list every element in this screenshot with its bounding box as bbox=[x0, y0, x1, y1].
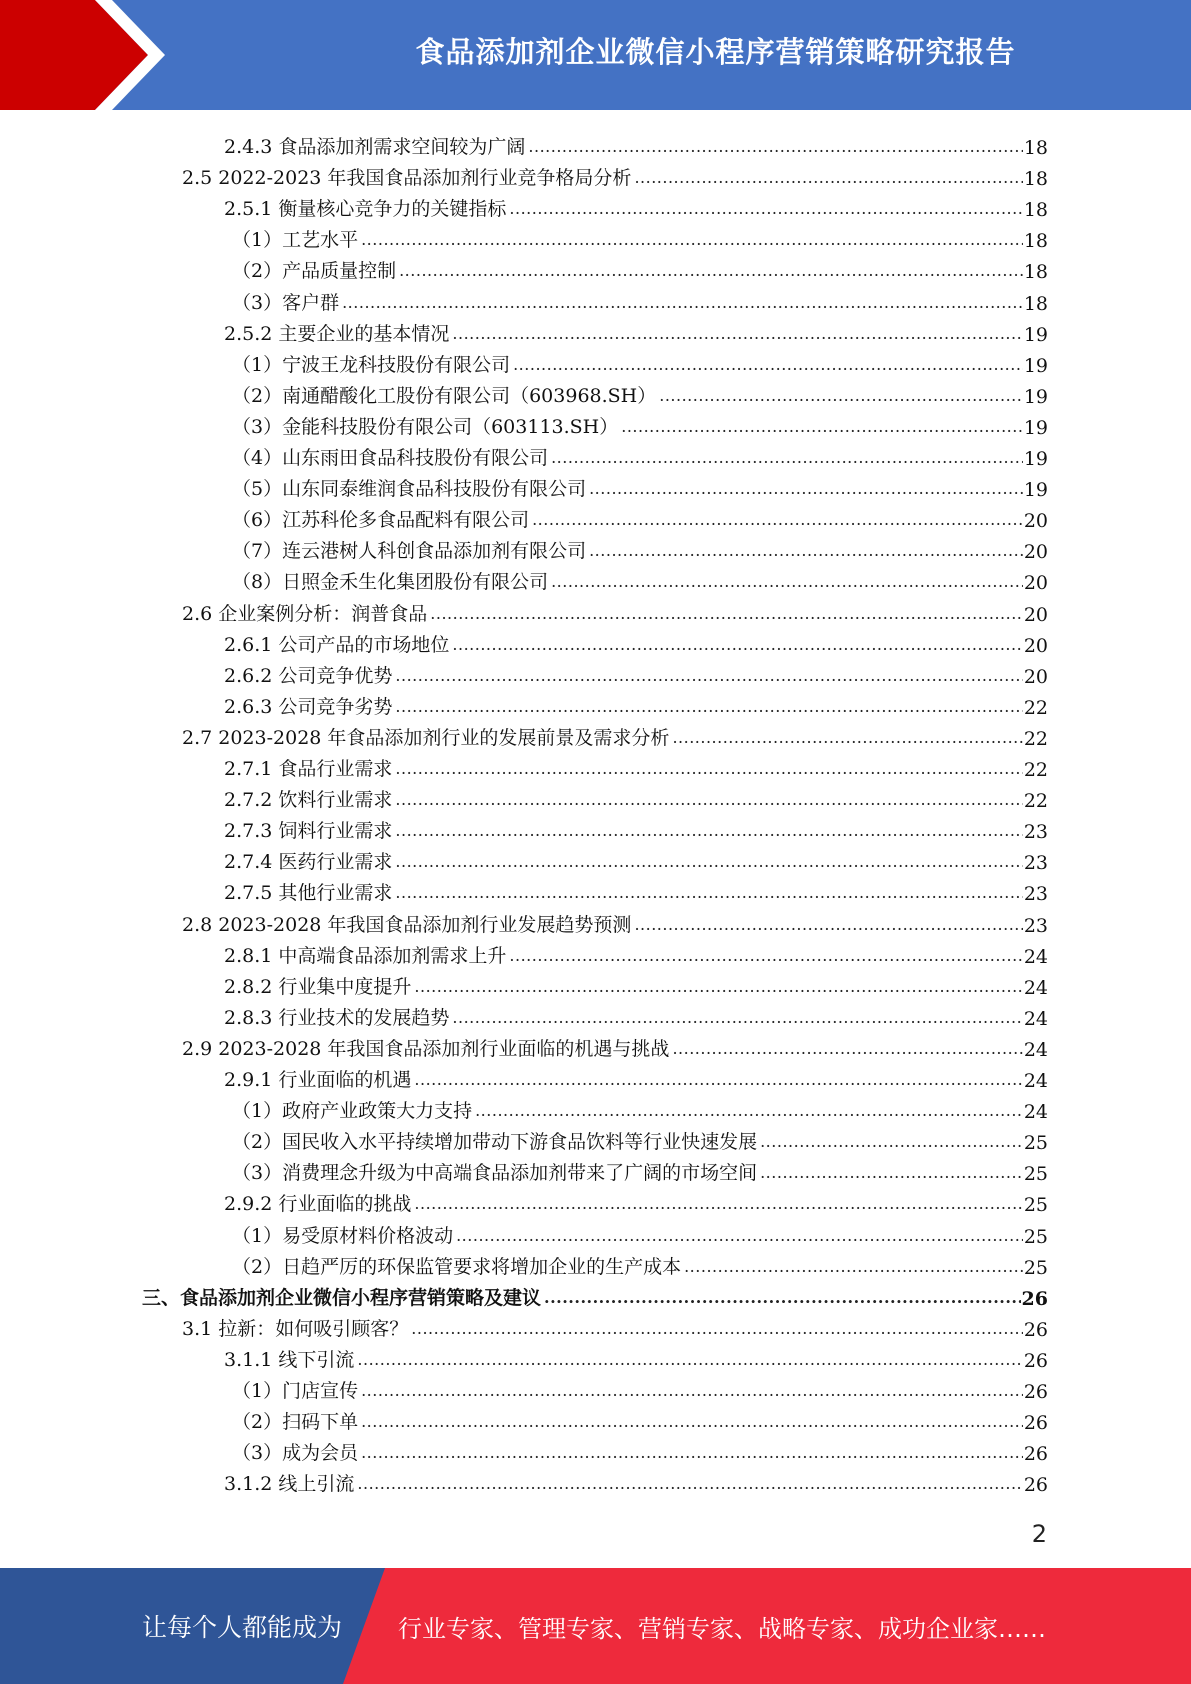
toc-entry-label: （7）连云港树人科创食品添加剂有限公司 bbox=[232, 540, 587, 563]
toc-entry-label: （5）山东同泰维润食品科技股份有限公司 bbox=[232, 478, 587, 501]
toc-entry[interactable] bbox=[224, 999, 1048, 1030]
toc-entry[interactable] bbox=[224, 812, 1048, 843]
toc-entry-page: 26 bbox=[1023, 1318, 1048, 1341]
toc-dot-leader bbox=[430, 595, 1023, 626]
toc-entry-page: 19 bbox=[1023, 354, 1048, 377]
toc-entry[interactable] bbox=[232, 1123, 1048, 1154]
toc-dot-leader bbox=[452, 626, 1022, 657]
toc-dot-leader bbox=[361, 1434, 1023, 1465]
toc-entry-label: 2.5.1 衡量核心竞争力的关键指标 bbox=[224, 198, 507, 221]
toc-entry-label: 2.8.3 行业技术的发展趋势 bbox=[224, 1006, 450, 1029]
toc-dot-leader bbox=[551, 563, 1023, 594]
toc-entry-label: （1）工艺水平 bbox=[232, 229, 359, 252]
toc-entry[interactable] bbox=[182, 719, 1048, 750]
toc-entry[interactable] bbox=[224, 781, 1048, 812]
toc-entry[interactable] bbox=[224, 190, 1048, 221]
toc-entry-page: 25 bbox=[1023, 1132, 1048, 1155]
toc-dot-leader bbox=[399, 252, 1023, 283]
toc-entry-label: （1）门店宣传 bbox=[232, 1380, 359, 1402]
toc-entry[interactable] bbox=[224, 1061, 1048, 1092]
toc-entry-label: 2.6 企业案例分析：润普食品 bbox=[182, 602, 428, 625]
toc-dot-leader bbox=[411, 1310, 1023, 1341]
toc-dot-leader bbox=[395, 688, 1022, 719]
toc-dot-leader bbox=[456, 1217, 1023, 1248]
toc-entry[interactable] bbox=[224, 968, 1048, 999]
toc-entry-page: 22 bbox=[1023, 727, 1048, 750]
toc-dot-leader bbox=[395, 781, 1022, 812]
toc-entry[interactable] bbox=[232, 284, 1048, 315]
toc-dot-leader bbox=[357, 1341, 1022, 1372]
toc-entry[interactable] bbox=[182, 1030, 1048, 1061]
toc-entry-page: 25 bbox=[1023, 1256, 1048, 1279]
toc-entry-label: （1）政府产业政策大力支持 bbox=[232, 1100, 473, 1123]
toc-dot-leader bbox=[475, 1092, 1023, 1123]
toc-entry-label: 3.1.1 线下引流 bbox=[224, 1348, 355, 1371]
toc-entry-page: 19 bbox=[1023, 479, 1048, 502]
toc-entry[interactable] bbox=[224, 1185, 1048, 1216]
toc-dot-leader bbox=[760, 1154, 1023, 1185]
toc-dot-leader bbox=[544, 1279, 1021, 1310]
toc-entry-label: （2）产品质量控制 bbox=[232, 260, 397, 283]
toc-entry[interactable] bbox=[224, 626, 1048, 657]
toc-dot-leader bbox=[672, 719, 1022, 750]
toc-entry[interactable] bbox=[232, 532, 1048, 563]
toc-entry[interactable] bbox=[232, 252, 1048, 283]
toc-entry-label: （1）易受原材料价格波动 bbox=[232, 1224, 454, 1247]
toc-entry-label: 2.7.4 医药行业需求 bbox=[224, 851, 393, 874]
toc-entry-label: 2.7.5 其他行业需求 bbox=[224, 882, 393, 905]
toc-entry-page: 24 bbox=[1023, 976, 1048, 999]
toc-entry[interactable] bbox=[182, 1310, 1048, 1341]
toc-entry-label: 2.6.3 公司竞争劣势 bbox=[224, 695, 393, 718]
toc-entry[interactable] bbox=[232, 346, 1048, 377]
toc-entry-label: （4）山东雨田食品科技股份有限公司 bbox=[232, 447, 549, 469]
toc-entry-label: 2.8.1 中高端食品添加剂需求上升 bbox=[224, 944, 507, 967]
toc-entry-page: 20 bbox=[1023, 510, 1048, 533]
toc-dot-leader bbox=[509, 190, 1022, 221]
toc-entry-page: 20 bbox=[1023, 603, 1048, 626]
toc-entry-page: 25 bbox=[1023, 1194, 1048, 1217]
toc-dot-leader bbox=[361, 221, 1023, 252]
toc-entry[interactable] bbox=[232, 408, 1048, 439]
toc-entry-page: 23 bbox=[1023, 914, 1048, 937]
toc-dot-leader bbox=[532, 501, 1023, 532]
toc-entry-label: 2.4.3 食品添加剂需求空间较为广阔 bbox=[224, 136, 526, 158]
toc-entry-page: 26 bbox=[1023, 1443, 1048, 1466]
toc-entry-page: 22 bbox=[1023, 759, 1048, 781]
toc-entry-page: 26 bbox=[1023, 1381, 1048, 1403]
toc-entry-label: 2.5 2022-2023 年我国食品添加剂行业竞争格局分析 bbox=[182, 167, 632, 190]
toc-entry[interactable] bbox=[232, 1434, 1048, 1465]
toc-dot-leader bbox=[528, 128, 1022, 159]
toc-dot-leader bbox=[395, 750, 1022, 781]
toc-entry-page: 18 bbox=[1023, 261, 1048, 284]
toc-entry-page: 25 bbox=[1023, 1225, 1048, 1248]
toc-entry-label: 2.6.1 公司产品的市场地位 bbox=[224, 633, 450, 656]
toc-entry-label: 3.1.2 线上引流 bbox=[224, 1473, 355, 1496]
toc-dot-leader bbox=[452, 315, 1022, 346]
toc-dot-leader bbox=[357, 1465, 1022, 1496]
toc-entry[interactable] bbox=[232, 1217, 1048, 1248]
toc-entry[interactable] bbox=[224, 688, 1048, 719]
toc-entry-label: （3）成为会员 bbox=[232, 1442, 359, 1465]
toc-entry-label: （1）宁波王龙科技股份有限公司 bbox=[232, 353, 511, 376]
toc-entry-label: 2.8 2023-2028 年我国食品添加剂行业发展趋势预测 bbox=[182, 913, 632, 936]
toc-entry[interactable] bbox=[224, 937, 1048, 968]
toc-dot-leader bbox=[414, 1185, 1022, 1216]
toc-entry-label: 2.6.2 公司竞争优势 bbox=[224, 664, 393, 687]
toc-entry-page: 23 bbox=[1023, 821, 1048, 844]
toc-entry-label: 3.1 拉新：如何吸引顾客？ bbox=[182, 1317, 409, 1340]
toc-dot-leader bbox=[589, 470, 1023, 501]
toc-entry-page: 20 bbox=[1023, 634, 1048, 657]
toc-entry-label: （8）日照金禾生化集团股份有限公司 bbox=[232, 571, 549, 594]
toc-entry[interactable] bbox=[232, 1154, 1048, 1185]
toc-entry-page: 19 bbox=[1023, 416, 1048, 439]
toc-entry-page: 24 bbox=[1023, 945, 1048, 968]
toc-entry[interactable] bbox=[224, 315, 1048, 346]
toc-entry[interactable] bbox=[232, 221, 1048, 252]
toc-entry-label: 2.7.2 饮料行业需求 bbox=[224, 789, 393, 812]
toc-entry-page: 24 bbox=[1023, 1038, 1048, 1061]
toc-entry-label: 2.9.2 行业面临的挑战 bbox=[224, 1193, 412, 1216]
toc-entry-label: （2）日趋严厉的环保监管要求将增加企业的生产成本 bbox=[232, 1255, 682, 1278]
toc-entry[interactable] bbox=[224, 843, 1048, 874]
toc-entry-label: 2.7.3 饲料行业需求 bbox=[224, 820, 393, 843]
toc-dot-leader bbox=[509, 937, 1022, 968]
toc-entry-label: 2.8.2 行业集中度提升 bbox=[224, 975, 412, 998]
toc-entry-page: 24 bbox=[1023, 1007, 1048, 1030]
toc-dot-leader bbox=[659, 377, 1023, 408]
toc-entry[interactable] bbox=[224, 874, 1048, 905]
toc-entry-page: 18 bbox=[1023, 199, 1048, 222]
toc-dot-leader bbox=[634, 906, 1022, 937]
toc-entry[interactable] bbox=[224, 657, 1048, 688]
toc-dot-leader bbox=[589, 532, 1023, 563]
toc-entry-page: 24 bbox=[1023, 1070, 1048, 1092]
toc-entry-page: 25 bbox=[1023, 1163, 1048, 1186]
toc-dot-leader bbox=[760, 1123, 1023, 1154]
toc-entry-page: 26 bbox=[1023, 1412, 1048, 1435]
toc-entry-page: 20 bbox=[1023, 541, 1048, 564]
toc-dot-leader bbox=[684, 1248, 1023, 1279]
toc-entry-page: 18 bbox=[1023, 137, 1048, 159]
toc-dot-leader bbox=[395, 812, 1022, 843]
toc-dot-leader bbox=[361, 1372, 1023, 1403]
toc-entry[interactable] bbox=[182, 906, 1048, 937]
toc-dot-leader bbox=[672, 1030, 1022, 1061]
toc-entry[interactable] bbox=[232, 377, 1048, 408]
toc-entry-page: 18 bbox=[1023, 230, 1048, 253]
toc-entry-page: 19 bbox=[1023, 448, 1048, 470]
toc-entry-page: 20 bbox=[1023, 572, 1048, 595]
toc-entry[interactable] bbox=[232, 439, 1048, 470]
toc-entry-page: 26 bbox=[1023, 1474, 1048, 1497]
page-header bbox=[0, 0, 1191, 110]
toc-entry[interactable] bbox=[232, 1403, 1048, 1434]
toc-entry-label: 三、食品添加剂企业微信小程序营销策略及建议 bbox=[142, 1286, 542, 1309]
toc-entry-page: 26 bbox=[1021, 1287, 1048, 1310]
toc-entry[interactable] bbox=[182, 159, 1048, 190]
toc-entry-label: 2.7 2023-2028 年食品添加剂行业的发展前景及需求分析 bbox=[182, 726, 670, 749]
toc-dot-leader bbox=[414, 968, 1022, 999]
toc-entry[interactable] bbox=[224, 1465, 1048, 1496]
toc-entry[interactable] bbox=[232, 1248, 1048, 1279]
toc-entry-label: （2）国民收入水平持续增加带动下游食品饮料等行业快速发展 bbox=[232, 1131, 758, 1154]
page-number: 2 bbox=[1031, 1520, 1047, 1548]
toc-entry-page: 22 bbox=[1023, 790, 1048, 813]
toc-entry-label: 2.5.2 主要企业的基本情况 bbox=[224, 322, 450, 345]
page-footer bbox=[0, 1568, 1191, 1684]
toc-dot-leader bbox=[621, 408, 1023, 439]
toc-entry-page: 23 bbox=[1023, 852, 1048, 875]
toc-entry[interactable] bbox=[232, 1092, 1048, 1123]
report-title: 食品添加剂企业微信小程序营销策略研究报告 bbox=[415, 34, 1016, 69]
toc-dot-leader bbox=[395, 874, 1022, 905]
toc-dot-leader bbox=[634, 159, 1022, 190]
header-arrow-decoration bbox=[0, 0, 260, 110]
toc-entry-label: （2）扫码下单 bbox=[232, 1411, 359, 1434]
toc-entry[interactable] bbox=[232, 1372, 1048, 1403]
toc-entry[interactable] bbox=[224, 750, 1048, 781]
toc-entry[interactable] bbox=[232, 501, 1048, 532]
toc-dot-leader bbox=[551, 439, 1023, 470]
toc-entry-page: 24 bbox=[1023, 1101, 1048, 1124]
toc-entry-label: 2.9 2023-2028 年我国食品添加剂行业面临的机遇与挑战 bbox=[182, 1037, 670, 1060]
toc-dot-leader bbox=[452, 999, 1022, 1030]
toc-dot-leader bbox=[513, 346, 1023, 377]
toc-entry-label: （3）客户群 bbox=[232, 291, 340, 314]
toc-entry-page: 26 bbox=[1023, 1349, 1048, 1372]
toc-entry[interactable] bbox=[224, 128, 1048, 159]
toc-entry-label: （2）南通醋酸化工股份有限公司（603968.SH） bbox=[232, 384, 657, 407]
toc-entry-page: 18 bbox=[1023, 292, 1048, 315]
toc-entry-page: 22 bbox=[1023, 696, 1048, 719]
toc-dot-leader bbox=[395, 843, 1022, 874]
toc-dot-leader bbox=[414, 1061, 1022, 1092]
toc-entry-label: （6）江苏科伦多食品配料有限公司 bbox=[232, 509, 530, 532]
toc-entry-label: （3）消费理念升级为中高端食品添加剂带来了广阔的市场空间 bbox=[232, 1162, 758, 1185]
toc-entry[interactable] bbox=[224, 1341, 1048, 1372]
toc-entry-label: 2.9.1 行业面临的机遇 bbox=[224, 1069, 412, 1091]
toc-dot-leader bbox=[361, 1403, 1023, 1434]
toc-entry[interactable] bbox=[182, 595, 1048, 626]
toc-entry-label: 2.7.1 食品行业需求 bbox=[224, 758, 393, 780]
toc-dot-leader bbox=[395, 657, 1022, 688]
footer-slogan-left: 让每个人都能成为 bbox=[142, 1613, 343, 1642]
toc-entry-page: 19 bbox=[1023, 385, 1048, 408]
toc-entry-label: （3）金能科技股份有限公司（603113.SH） bbox=[232, 415, 619, 438]
toc-entry-page: 18 bbox=[1023, 168, 1048, 191]
toc-entry-page: 23 bbox=[1023, 883, 1048, 906]
footer-slogan-right: 行业专家、管理专家、营销专家、战略专家、成功企业家…… bbox=[398, 1614, 1046, 1643]
toc-entry-page: 19 bbox=[1023, 323, 1048, 346]
toc-entry[interactable] bbox=[142, 1279, 1048, 1310]
toc-entry[interactable] bbox=[232, 470, 1048, 501]
toc-dot-leader bbox=[342, 284, 1023, 315]
toc-entry[interactable] bbox=[232, 563, 1048, 594]
toc-entry-page: 20 bbox=[1023, 665, 1048, 688]
